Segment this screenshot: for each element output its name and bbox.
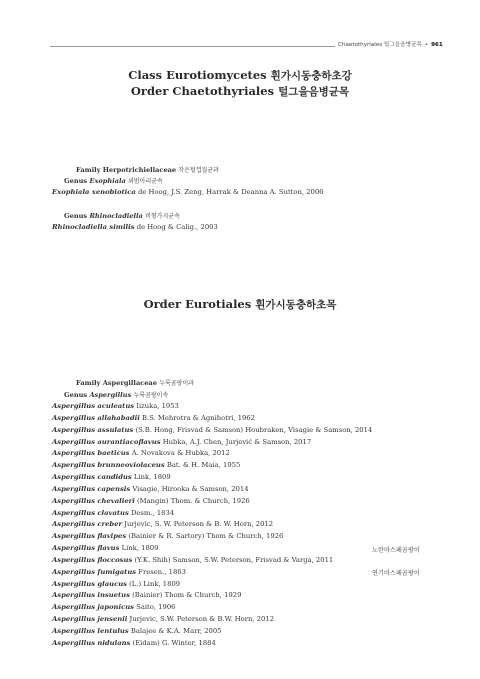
species-author: Jurjevic, S. W. Peterson & B. W. Horn, 2012 [124,520,274,529]
genus-name: Exophiala [89,177,126,185]
order-title-1 [0,84,480,99]
genus-heading [64,390,168,399]
running-header [338,40,443,48]
species-entry [52,402,179,410]
species-author: Jurjevic, S.W. Peterson & B.W. Horn, 2012 [129,615,275,624]
species-entry [52,520,273,528]
genus-ko: 누룩곰팡이속 [133,392,169,399]
species-author: (Bainier) Thom & Church, 1929 [132,591,242,600]
species-author: Visagie, Hirooka & Samson, 2014 [132,484,249,493]
species-entry [52,603,175,611]
species-author: Hubka, A.J. Chen, Jurjević & Samson, 2017 [162,437,312,446]
page-number: 961 [431,42,443,48]
species-name: Aspergillus flavus [52,544,120,553]
species-name: Aspergillus baeticus [52,449,130,458]
species-author: (Bainier & R. Sartory) Thom & Church, 1926 [128,532,284,541]
species-entry [52,615,274,623]
species-entry [52,414,255,422]
species-entry [52,449,230,457]
order-title-2-en: Order Eurotiales [143,297,252,311]
species-name: Aspergillus lentulus [52,626,129,635]
running-title: Chaetothyriales 털그을음병균목 [338,42,422,48]
species-entry [52,568,186,576]
species-author: (S.B. Hong, Frisvad & Samson) Houbraken, Visagie & Samson, 2014 [135,425,373,434]
species-name: Aspergillus brunneoviolaceus [52,461,165,470]
species-author: B.S. Mehrotra & Agnihotri, 1962 [141,413,256,422]
genus-ko: 비형가지균속 [145,213,180,220]
order-title-1-ko: 털그을음병균목 [278,86,350,98]
order-title-1-en: Order Chaetothyriales [130,84,275,98]
species-author: Bat. & H. Maia, 1955 [166,461,241,470]
species-name: Aspergillus jensenii [52,615,128,624]
species-name: Aspergillus insuetus [52,591,130,600]
species-author: Desm., 1834 [130,508,175,517]
species-name: Aspergillus aculeatus [52,402,135,410]
genus-ko: 외밤아리균속 [128,178,163,185]
family-heading [76,378,194,387]
species-name: Aspergillus allahabadii [52,413,140,422]
species-korean-name: 연기마스페곰팡이 [372,570,420,578]
species-name: Aspergillus creber [52,520,123,529]
species-entry [52,438,311,446]
family-ko: 누룩곰팡이과 [159,380,194,387]
genus-prefix: Genus [64,177,88,185]
species-name: Aspergillus japonicus [52,603,134,612]
species-entry [52,509,174,517]
species-entry [52,223,218,231]
species-entry [52,544,158,552]
species-author: Saito, 1906 [136,603,176,612]
species-author: de Hoog, J.S. Zeng, Harrak & Deanna A. Sutton, 2006 [137,188,324,196]
class-title-en: Class Eurotiomycetes [128,68,267,82]
species-entry [52,426,372,434]
family-heading [76,165,219,174]
species-author: (Eidam) G. Winter, 1884 [132,638,216,647]
species-entry [52,497,250,505]
genus-name: Rhinocladiella [89,212,143,220]
species-name: Aspergillus glaucus [52,579,127,588]
family-ko: 작은털껍질균과 [178,167,219,174]
genus-heading [64,211,180,220]
species-entry [52,639,216,647]
class-title [0,68,480,83]
species-entry [52,461,240,469]
species-author: (Mangin) Thom. & Church, 1926 [136,496,250,505]
species-author: Link, 1809 [133,473,171,482]
order-title-2 [0,297,480,312]
species-name: Rhinocladiella similis [52,223,135,231]
species-entry [52,485,249,493]
species-korean-name: 노란마스페곰팡이 [372,546,420,554]
species-author: A. Novakova & Hubka, 2012 [131,449,230,458]
species-name: Aspergillus nidulans [52,638,131,647]
species-name: Aspergillus flavipes [52,532,127,541]
species-author: Link, 1809 [121,544,159,553]
header-rule [50,46,335,47]
species-author: Iizuka, 1953 [136,402,179,410]
species-entry [52,580,180,588]
header-bullet: • [424,42,429,48]
order-title-2-ko: 휜가시동충하초목 [255,299,337,311]
species-author: (Y.K. Shih) Samson, S.W. Peterson, Frisvad & Varga, 2011 [134,555,334,564]
genus-prefix: Genus [64,391,88,399]
species-name: Exophiala xenobiotica [52,188,136,196]
species-author: Balajee & K.A. Marr, 2005 [130,626,222,635]
genus-prefix: Genus [64,212,88,220]
species-name: Aspergillus candidus [52,473,132,482]
family-name: Family Herpotrichiellaceae [76,166,177,174]
class-title-ko: 휜가시동충하초강 [270,70,352,82]
species-entry [52,532,283,540]
species-entry [52,188,324,196]
family-name: Family Aspergillaceae [76,379,157,387]
species-name: Aspergillus fumigatus [52,567,137,576]
species-name: Aspergillus assulatus [52,425,134,434]
species-author: de Hoog & Calig., 2003 [136,223,218,231]
species-author: Fresen., 1863 [138,567,186,576]
species-name: Aspergillus chevalieri [52,496,135,505]
species-name: Aspergillus capensis [52,484,131,493]
species-entry [52,627,222,635]
species-name: Aspergillus floccosus [52,555,133,564]
genus-name: Aspergillus [89,391,132,399]
species-entry [52,473,171,481]
species-name: Aspergillus aurantiacoflavus [52,437,161,446]
species-entry [52,556,333,564]
species-name: Aspergillus clavatus [52,508,129,517]
species-author: (L.) Link, 1809 [129,579,181,588]
genus-heading [64,176,163,185]
species-entry [52,591,241,599]
